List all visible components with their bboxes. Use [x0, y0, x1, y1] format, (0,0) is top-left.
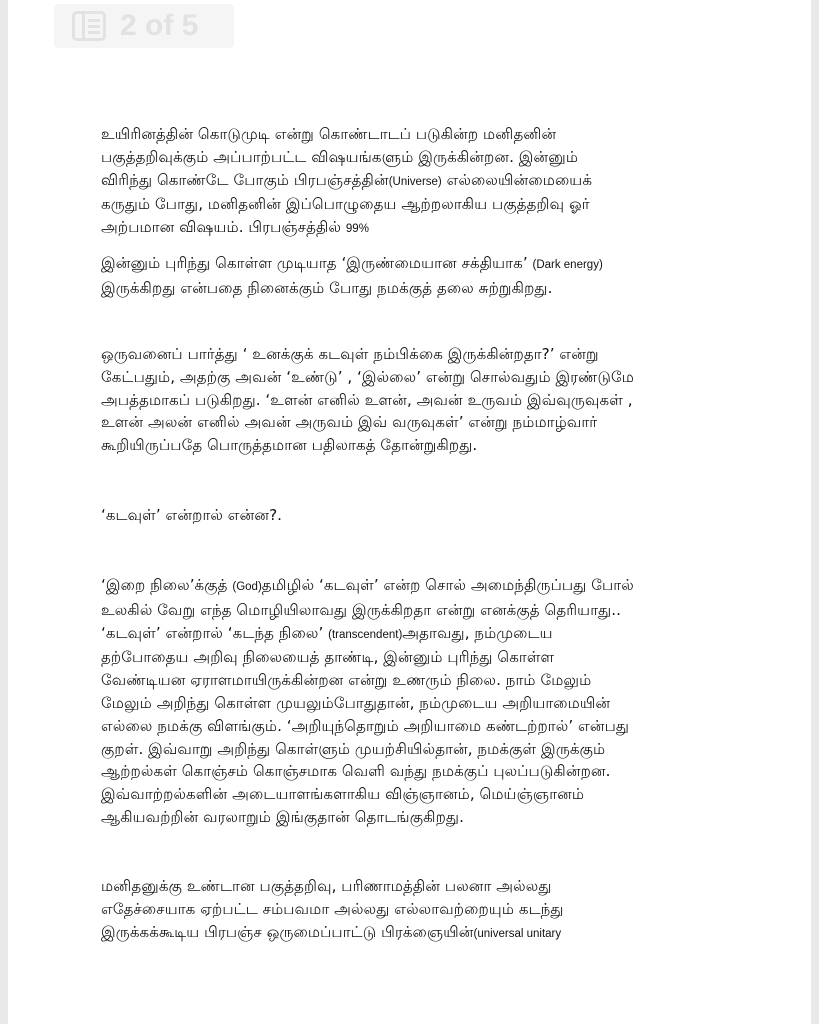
text-segment: மேலும் அறிந்து கொள்ள முயலும்போதுதான், நம்முடைய அறியாமையின் [101, 693, 611, 712]
page-count: 2 of 5 [120, 9, 199, 42]
page-indicator[interactable] [54, 4, 234, 48]
text-line [101, 252, 603, 277]
english-term: (Universe) [388, 175, 442, 188]
text-line [101, 343, 634, 366]
text-line [101, 366, 634, 389]
text-segment: தமிழில் ‘கடவுள்’ என்ற சொல் அமைந்திருப்பது போல் [261, 576, 634, 594]
paragraph [101, 875, 564, 945]
text-segment: எதேச்சையாக ஏற்பட்ட சம்பவமா அல்லது எல்லாவற்றையும் கடந்து [101, 899, 564, 918]
english-term: (God) [232, 581, 262, 593]
text-segment: வேண்டியன ஏராளமாயிருக்கின்றன என்று உணரும் நிலை. நாம் மேலும் [101, 671, 592, 690]
text-segment: தற்போதைய அறிவு நிலையைத் தாண்டி, இன்னும் புரிந்து கொள்ள [101, 648, 555, 667]
text-segment: விரிந்து கொண்டே போகும் பிரபஞ்சத்தின் [101, 170, 389, 189]
text-segment: கூறியிருப்பதே பொருத்தமான பதிலாகத் தோன்றுகிறது. [101, 436, 478, 455]
text-segment: இருக்கிறது என்பதை நினைக்கும் போது நமக்குத் தலை சுற்றுகிறது. [101, 278, 553, 297]
text-line [101, 193, 592, 216]
text-segment: அதாவது, நம்முடைய [402, 623, 553, 642]
text-line [101, 622, 634, 647]
text-segment: இருக்கக்கூடிய பிரபஞ்ச ஒருமைப்பாட்டு பிரக்ஞையின் [101, 922, 474, 941]
text-line [101, 783, 634, 806]
text-line [101, 738, 634, 761]
text-segment: ‘கடவுள்’ என்றால் என்ன?. [101, 506, 283, 524]
text-segment: ஆகியவற்றின் வரலாறும் இங்குதான் தொடங்குகிறது. [101, 807, 464, 826]
text-line [101, 411, 634, 434]
text-segment: அற்பமான விஷயம். பிரபஞ்சத்தில் [101, 218, 346, 237]
text-line [101, 646, 634, 669]
text-segment: உயிரினத்தின் கொடுமுடி என்று கொண்டாடப் படுகின்ற மனிதனின் [101, 125, 557, 143]
text-line [101, 123, 592, 146]
english-term: (Dark energy) [532, 259, 603, 271]
text-segment: உலகில் வேறு எந்த மொழியிலாவது இருக்கிறதா என்று எனக்குத் தெரியாது.. [101, 600, 621, 619]
text-line [101, 146, 592, 169]
text-line [101, 669, 634, 692]
text-segment: ‘கடவுள்’ என்றால் ‘கடந்த நிலை’ [101, 623, 329, 642]
text-line [101, 898, 564, 921]
text-segment: ‘இறை நிலை’க்குத் [101, 576, 233, 594]
text-line [101, 277, 603, 300]
text-line [101, 434, 634, 457]
text-segment: குறள். இவ்வாறு அறிந்து கொள்ளும் முயற்சியில்தான், நமக்குள் இருக்கும் [101, 739, 606, 758]
english-term: (transcendent) [328, 628, 403, 641]
paragraph [101, 123, 592, 241]
text-line [101, 216, 592, 241]
text-segment: ஆற்றல்கள் கொஞ்சம் கொஞ்சமாக வெளி வந்து நமக்குப் புலப்படுகின்றன. [101, 762, 611, 781]
text-line [101, 169, 592, 194]
text-segment: இன்னும் புரிந்து கொள்ள முடியாத ‘இருண்மையான சக்தியாக’ [101, 254, 533, 272]
text-line [101, 574, 634, 599]
paragraph [101, 574, 634, 829]
paragraph [101, 504, 282, 527]
text-segment: உளன் அலன் எனில் அவன் அருவம் இவ் வருவுகள்’ என்று நம்மாழ்வார் [101, 413, 598, 432]
text-segment: ஒருவனைப் பார்த்து ‘ உனக்குக் கடவுள் நம்பிக்கை இருக்கின்றதா?’ என்று [101, 345, 599, 363]
text-line [101, 806, 634, 829]
text-segment: எல்லையின்மையைக் [441, 170, 593, 189]
text-line [101, 760, 634, 783]
text-segment: மனிதனுக்கு உண்டான பகுத்தறிவு, பரிணாமத்தின் பலனா அல்லது [101, 877, 552, 895]
page-icon [72, 11, 106, 41]
text-line [101, 921, 564, 946]
text-line [101, 692, 634, 715]
text-segment: இவ்வாற்றல்களின் அடையாளங்களாகிய விஞ்ஞானம், மெய்ஞ்ஞானம் [101, 785, 585, 804]
text-line [101, 715, 634, 738]
text-line [101, 599, 634, 622]
paragraph [101, 343, 634, 457]
text-line [101, 389, 634, 412]
text-line [101, 875, 564, 898]
paragraph [101, 252, 603, 300]
text-segment: பகுத்தறிவுக்கும் அப்பாற்பட்ட விஷயங்களும் இருக்கின்றன. இன்னும் [101, 147, 579, 166]
text-segment: அபத்தமாகப் படுகிறது. ‘உளன் எனில் உளன், அவன் உருவம் இவ்வுருவுகள் , [101, 390, 633, 409]
text-line [101, 504, 282, 527]
english-term: (universal unitary [473, 927, 562, 940]
english-term: 99% [345, 223, 369, 236]
text-segment: எல்லை நமக்கு விளங்கும். ‘அறியுந்தொறும் அறியாமை கண்டற்றால்’ என்பது [101, 716, 630, 735]
text-segment: கருதும் போது, மனிதனின் இப்பொழுதைய ஆற்றலாகிய பகுத்தறிவு ஓர் [101, 195, 590, 214]
text-segment: கேட்பதும், அதற்கு அவன் ‘உண்டு’ , ‘இல்லை’ என்று சொல்வதும் இரண்டுமே [101, 367, 635, 386]
document-page [8, 0, 811, 1024]
